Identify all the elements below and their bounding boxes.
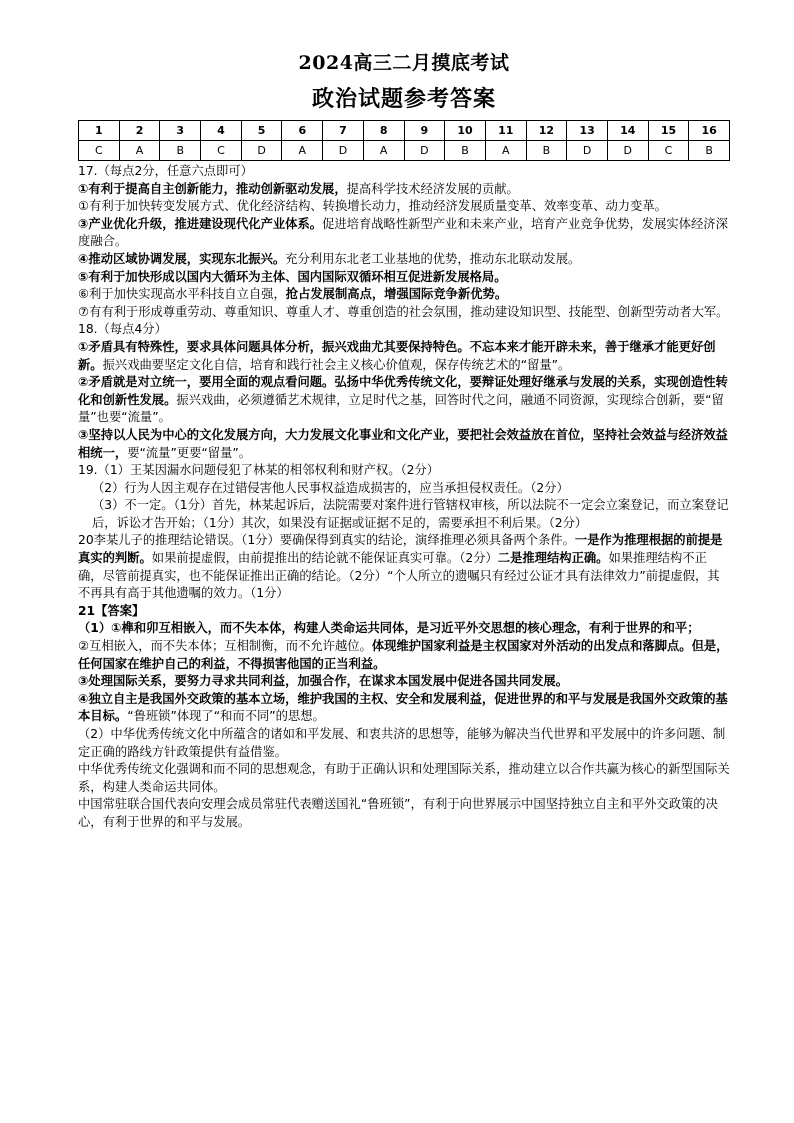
- q18-point-2-rest: 振兴戏曲，必须遵循艺术规律，立足时代之基，回答时代之问，融通不同资源，实现综合创新，要“留量”也要“流量”。: [78, 392, 724, 425]
- q17-point-7: ⑦有有利于形成尊重劳动、尊重知识、尊重人才、尊重创造的社会氛围，推动建设知识型、技能型、创新型劳动者大军。: [78, 304, 729, 319]
- q19-part-3: （3）不一定。（1分）首先，林某起诉后，法院需要对案件进行管辖权审核，所以法院不一定会立案登记，而立案登记后，诉讼才告开始；（1分）其次，如果没有证据或证据不足的，需要承担不利后果。（2分）: [92, 498, 729, 530]
- answer-cell: C: [79, 141, 120, 161]
- q21-point-2-key: 体现维护国家利益是主权国家对外活动的出发点和落脚点。但是，任何国家在维护自己的利益，不得损害他国的正当利益。: [78, 639, 729, 671]
- q17-point-1-rest: 提高科学技术经济发展的贡献。: [346, 181, 519, 196]
- q17-point-2: ①有利于加快转变发展方式、优化经济结构、转换增长动力，推动经济发展质量变革、效率变革、动力变革。: [78, 199, 667, 214]
- q20-condition-1-text: 如果前提虚假，由前提推出的结论就不能保证真实可靠。（2分）: [151, 551, 498, 566]
- question-number-cell: 9: [404, 121, 445, 141]
- q21-point-1: （1）①榫和卯互相嵌入，而不失本体，构建人类命运共同体，是习近平外交思想的核心理念，有利于世界的和平；: [78, 621, 700, 636]
- q18-point-1-key: ①矛盾具有特殊性，要求具体问题具体分析，振兴戏曲尤其要保持特色。不忘本来才能开辟未来，善于继承才能更好创新。: [78, 339, 716, 372]
- q18-point-3: [78, 427, 730, 462]
- question-number-cell: 10: [445, 121, 486, 141]
- answer-cell: A: [485, 141, 526, 161]
- q21-heading: 21【答案】: [78, 603, 145, 618]
- question-number-cell: 4: [201, 121, 242, 141]
- q21-point-4-rest: “鲁班锁”体现了“和而不同”的思想。: [127, 709, 325, 724]
- answer-cell: C: [201, 141, 242, 161]
- q18-point-1: [78, 339, 730, 374]
- q21-part-2: （2）中华优秀传统文化中所蕴含的诸如和平发展、和衷共济的思想等，能够为解决当代世界和平发展中的许多问题、制定正确的路线方针政策提供有益借鉴。: [78, 727, 726, 759]
- q20-condition-1: 一是作为推理根据的前提是真实的判断。: [78, 533, 723, 566]
- q21-point-3: ③处理国际关系，要努力寻求共同利益，加强合作，在谋求本国发展中促进各国共同发展。: [78, 674, 568, 689]
- q21-point-2: [78, 638, 730, 673]
- q18-point-2: [78, 374, 730, 427]
- q17-point-3: [78, 216, 730, 251]
- exam-title: 2024高三二月摸底考试: [298, 52, 510, 74]
- question-number-cell: 13: [567, 121, 608, 141]
- q17-point-6-key: 抢占发展制高点，增强国际竞争新优势。: [285, 287, 508, 302]
- answer-row: [79, 141, 730, 161]
- q21-part-2-point-2: 中华优秀传统文化强调和而不同的思想观念，有助于正确认识和处理国际关系，推动建立以合作共赢为核心的新型国际关系，构建人类命运共同体。: [78, 762, 730, 794]
- question-number-cell: 6: [282, 121, 323, 141]
- q21-point-2-lead: ②互相嵌入，而不失本体；互相制衡，而不允许越位。: [78, 639, 372, 654]
- q19-part-1: 19.（1）王某因漏水问题侵犯了林某的相邻权利和财产权。（2分）: [78, 463, 440, 478]
- q17-point-4-rest: 充分利用东北老工业基地的优势，推动东北联动发展。: [285, 251, 581, 266]
- answer-cell: B: [689, 141, 730, 161]
- q20-intro: 20李某儿子的推理结论错误。（1分）要确保得到真实的结论，演绎推理必须具备两个条件。: [78, 533, 575, 548]
- answer-cell: B: [526, 141, 567, 161]
- q20-answer: [78, 532, 730, 602]
- answer-cell: B: [445, 141, 486, 161]
- answer-cell: C: [648, 141, 689, 161]
- q21-point-4: [78, 691, 730, 726]
- question-number-row: [79, 121, 730, 141]
- q17-point-3-key: ③产业优化升级，推进建设现代化产业体系。: [78, 216, 323, 231]
- answer-cell: D: [567, 141, 608, 161]
- q17-heading: 17.（每点2分，任意六点即可）: [78, 164, 253, 178]
- q21-point-4-key: ④独立自主是我国外交政策的基本立场，维护我国的主权、安全和发展利益，促进世界的和平与发展是我国外交政策的基本目标。: [78, 691, 728, 724]
- q18-point-1-rest: 振兴戏曲要坚定文化自信，培育和践行社会主义核心价值观，保存传统艺术的“留量”。: [102, 357, 571, 372]
- answer-cell: D: [241, 141, 282, 161]
- answer-document: [78, 50, 730, 832]
- q17-point-6: [78, 286, 730, 304]
- question-number-cell: 3: [160, 121, 201, 141]
- answer-cell: A: [282, 141, 323, 161]
- question-number-cell: 7: [323, 121, 364, 141]
- q20-condition-2: 二是推理结构正确。: [497, 551, 609, 566]
- question-number-cell: 12: [526, 121, 567, 141]
- question-number-cell: 15: [648, 121, 689, 141]
- q17-point-4: [78, 251, 730, 269]
- question-number-cell: 16: [689, 121, 730, 141]
- q17-point-4-key: ④推动区域协调发展，实现东北振兴。: [78, 251, 286, 266]
- answer-cell: B: [160, 141, 201, 161]
- question-number-cell: 8: [363, 121, 404, 141]
- q21-part-2-point-3: 中国常驻联合国代表向安理会成员常驻代表赠送国礼“鲁班锁”，有利于向世界展示中国坚持独立自主和平外交政策的决心，有利于世界的和平与发展。: [78, 797, 718, 829]
- q17-point-3-rest: 促进培育战略性新型产业和未来产业，培育产业竞争优势，发展实体经济深度融合。: [78, 216, 728, 249]
- answer-body: [78, 163, 730, 832]
- answer-cell: D: [404, 141, 445, 161]
- question-number-cell: 11: [485, 121, 526, 141]
- answer-cell: D: [607, 141, 648, 161]
- q17-point-5: ⑤有利于加快形成以国内大循环为主体、国内国际双循环相互促进新发展格局。: [78, 269, 507, 284]
- answer-cell: D: [323, 141, 364, 161]
- q18-point-3-key: ③坚持以人民为中心的文化发展方向，大力发展文化事业和文化产业，要把社会效益放在首位，坚持社会效益与经济效益相统一，: [78, 427, 728, 460]
- q18-point-2-key: ②矛盾就是对立统一，要用全面的观点看问题。弘扬中华优秀传统文化，要辩证处理好继承与发展的关系，实现创造性转化和创新性发展。: [78, 375, 728, 407]
- answer-cell: A: [119, 141, 160, 161]
- question-number-cell: 1: [79, 121, 120, 141]
- q18-point-3-rest: 要“流量”更要“留量”。: [127, 445, 252, 460]
- q17-point-1-key: ①有利于提高自主创新能力，推动创新驱动发展，: [78, 181, 347, 196]
- question-number-cell: 14: [607, 121, 648, 141]
- q19-part-2: （2）行为人因主观存在过错侵害他人民事权益造成损害的，应当承担侵权责任。（2分）: [92, 480, 569, 495]
- answer-cell: A: [363, 141, 404, 161]
- q20-condition-2-text: 如果推理结构不正确，尽管前提真实，也不能保证推出正确的结论。（2分）“个人所立的遗嘱只有经过公证才具有法律效力”前提虚假，其不再具有高于其他遗嘱的效力。（1分）: [78, 551, 720, 601]
- question-number-cell: 2: [119, 121, 160, 141]
- document-subtitle: 政治试题参考答案: [311, 86, 496, 112]
- q17-point-1: [78, 181, 730, 199]
- q18-heading: 18.（每点4分）: [78, 322, 167, 337]
- q17-point-6-lead: ⑥利于加快实现高水平科技自立自强，: [78, 287, 286, 302]
- question-number-cell: 5: [241, 121, 282, 141]
- answer-table: [78, 120, 730, 161]
